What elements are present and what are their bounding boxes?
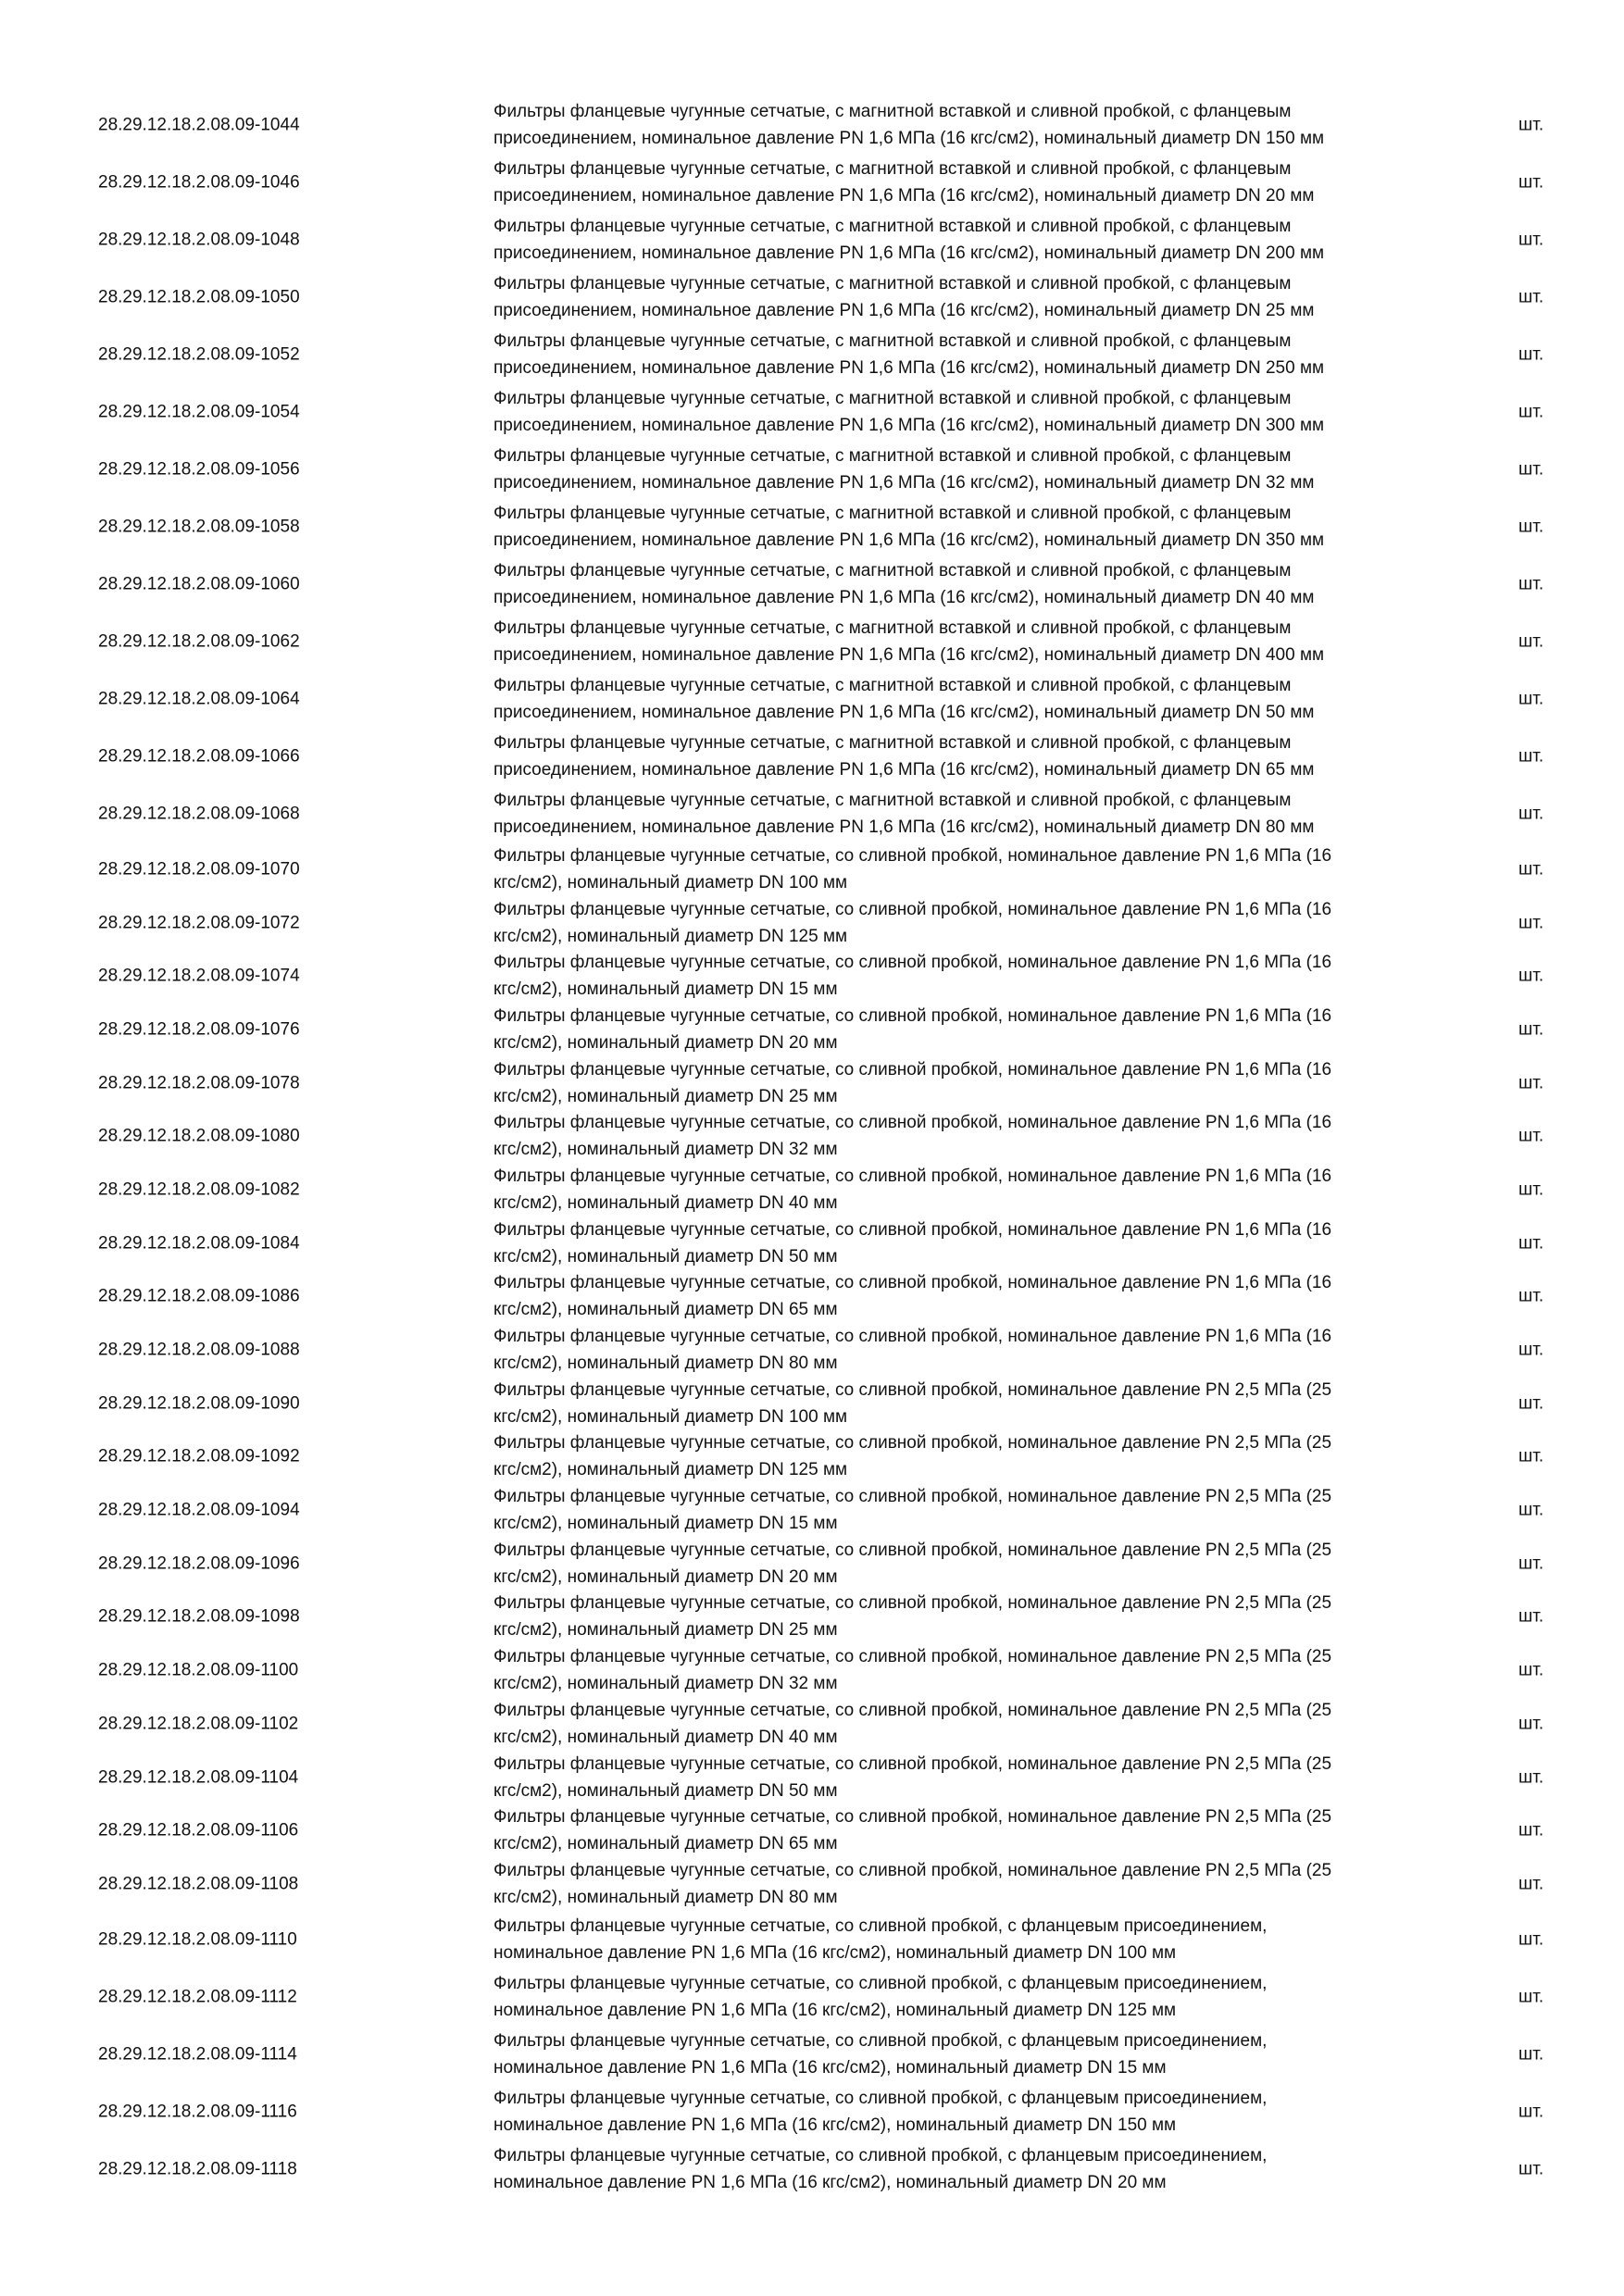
description-line: Фильтры фланцевые чугунные сетчатые, с магнитной вставкой и сливной пробкой, с фланцевым bbox=[493, 331, 1292, 351]
description-line: Фильтры фланцевые чугунные сетчатые, со сливной пробкой, с фланцевым присоединением, bbox=[493, 1915, 1268, 1936]
description-line: Фильтры фланцевые чугунные сетчатые, со сливной пробкой, номинальное давление PN 2,5 МПа (25 bbox=[493, 1593, 1332, 1614]
item-code: 28.29.12.18.2.08.09-1086 bbox=[98, 1286, 300, 1306]
item-code: 28.29.12.18.2.08.09-1076 bbox=[98, 1019, 300, 1040]
item-unit: шт. bbox=[1518, 1660, 1544, 1680]
description-line: номинальное давление PN 1,6 МПа (16 кгс/см2), номинальный диаметр DN 150 мм bbox=[493, 2115, 1177, 2135]
item-description bbox=[493, 672, 1456, 726]
description-line: номинальное давление PN 1,6 МПа (16 кгс/см2), номинальный диаметр DN 20 мм bbox=[493, 2172, 1167, 2192]
description-line: Фильтры фланцевые чугунные сетчатые, с магнитной вставкой и сливной пробкой, с фланцевым bbox=[493, 102, 1292, 121]
item-description bbox=[493, 1483, 1456, 1537]
table-row bbox=[0, 728, 1624, 785]
description-line: присоединением, номинальное давление PN 1,6 МПа (16 кгс/см2), номинальный диаметр DN 400 мм bbox=[493, 645, 1325, 665]
description-line: присоединением, номинальное давление PN 1,6 МПа (16 кгс/см2), номинальный диаметр DN 150 мм bbox=[493, 129, 1325, 148]
item-code: 28.29.12.18.2.08.09-1060 bbox=[98, 574, 300, 594]
item-description bbox=[493, 2028, 1456, 2081]
item-code: 28.29.12.18.2.08.09-1096 bbox=[98, 1554, 300, 1574]
item-description bbox=[493, 896, 1456, 950]
item-description bbox=[493, 1429, 1456, 1483]
description-line: кгс/см2), номинальный диаметр DN 20 мм bbox=[493, 1566, 838, 1587]
description-line: кгс/см2), номинальный диаметр DN 65 мм bbox=[493, 1300, 838, 1320]
item-description bbox=[493, 1643, 1456, 1697]
table-row bbox=[0, 670, 1624, 728]
item-code: 28.29.12.18.2.08.09-1058 bbox=[98, 517, 300, 537]
description-line: Фильтры фланцевые чугунные сетчатые, со сливной пробкой, номинальное давление PN 1,6 МПа (16 bbox=[493, 845, 1332, 866]
item-unit: шт. bbox=[1518, 1019, 1544, 1040]
table-row bbox=[0, 1003, 1624, 1056]
description-line: Фильтры фланцевые чугунные сетчатые, с магнитной вставкой и сливной пробкой, с фланцевым bbox=[493, 446, 1292, 466]
description-line: Фильтры фланцевые чугунные сетчатые, со сливной пробкой, номинальное давление PN 1,6 МПа (16 bbox=[493, 1273, 1332, 1293]
description-line: Фильтры фланцевые чугунные сетчатые, со сливной пробкой, с фланцевым присоединением, bbox=[493, 1973, 1268, 1993]
item-unit: шт. bbox=[1518, 1126, 1544, 1146]
table-row bbox=[0, 211, 1624, 268]
item-description bbox=[493, 500, 1456, 554]
item-code: 28.29.12.18.2.08.09-1048 bbox=[98, 230, 300, 250]
item-description bbox=[493, 1217, 1456, 1270]
item-code: 28.29.12.18.2.08.09-1100 bbox=[98, 1660, 299, 1680]
table-row bbox=[0, 1056, 1624, 1110]
table-row bbox=[0, 1270, 1624, 1324]
description-line: Фильтры фланцевые чугунные сетчатые, с магнитной вставкой и сливной пробкой, с фланцевым bbox=[493, 676, 1292, 695]
item-code: 28.29.12.18.2.08.09-1094 bbox=[98, 1500, 300, 1520]
item-description bbox=[493, 1857, 1456, 1911]
item-unit: шт. bbox=[1518, 746, 1544, 767]
item-code: 28.29.12.18.2.08.09-1082 bbox=[98, 1179, 300, 1200]
item-description bbox=[493, 443, 1456, 496]
description-line: кгс/см2), номинальный диаметр DN 40 мм bbox=[493, 1192, 838, 1213]
table-row bbox=[0, 1163, 1624, 1217]
item-code: 28.29.12.18.2.08.09-1074 bbox=[98, 966, 300, 986]
table-row bbox=[0, 1911, 1624, 1968]
item-code: 28.29.12.18.2.08.09-1068 bbox=[98, 804, 300, 824]
table-row bbox=[0, 154, 1624, 211]
description-line: кгс/см2), номинальный диаметр DN 50 мм bbox=[493, 1246, 838, 1267]
item-unit: шт. bbox=[1518, 115, 1544, 135]
item-code: 28.29.12.18.2.08.09-1084 bbox=[98, 1233, 300, 1254]
item-code: 28.29.12.18.2.08.09-1054 bbox=[98, 402, 300, 422]
item-unit: шт. bbox=[1518, 1500, 1544, 1520]
description-line: Фильтры фланцевые чугунные сетчатые, с магнитной вставкой и сливной пробкой, с фланцевым bbox=[493, 561, 1292, 580]
description-line: присоединением, номинальное давление PN 1,6 МПа (16 кгс/см2), номинальный диаметр DN 20 мм bbox=[493, 186, 1315, 206]
table-row bbox=[0, 1751, 1624, 1804]
item-unit: шт. bbox=[1518, 1393, 1544, 1414]
description-line: номинальное давление PN 1,6 МПа (16 кгс/см2), номинальный диаметр DN 100 мм bbox=[493, 1942, 1177, 1963]
item-unit: шт. bbox=[1518, 1179, 1544, 1200]
table-row bbox=[0, 949, 1624, 1003]
item-code: 28.29.12.18.2.08.09-1102 bbox=[98, 1714, 299, 1734]
item-description bbox=[493, 1109, 1456, 1163]
item-description bbox=[493, 557, 1456, 611]
description-line: Фильтры фланцевые чугунные сетчатые, с магнитной вставкой и сливной пробкой, с фланцевым bbox=[493, 618, 1292, 638]
item-unit: шт. bbox=[1518, 2159, 1544, 2179]
item-description bbox=[493, 1269, 1456, 1323]
description-line: кгс/см2), номинальный диаметр DN 125 мм bbox=[493, 1460, 848, 1480]
item-unit: шт. bbox=[1518, 966, 1544, 986]
description-line: кгс/см2), номинальный диаметр DN 100 мм bbox=[493, 1406, 848, 1427]
table-row bbox=[0, 1591, 1624, 1644]
table-row bbox=[0, 326, 1624, 383]
table-row bbox=[0, 441, 1624, 498]
item-unit: шт. bbox=[1518, 1767, 1544, 1788]
item-description bbox=[493, 1590, 1456, 1643]
item-unit: шт. bbox=[1518, 859, 1544, 880]
description-line: Фильтры фланцевые чугунные сетчатые, со сливной пробкой, номинальное давление PN 1,6 МПа (16 bbox=[493, 1113, 1332, 1133]
item-code: 28.29.12.18.2.08.09-1098 bbox=[98, 1606, 300, 1627]
table-row bbox=[0, 1323, 1624, 1377]
description-line: Фильтры фланцевые чугунные сетчатые, со сливной пробкой, номинальное давление PN 1,6 МПа (16 bbox=[493, 1005, 1332, 1026]
item-unit: шт. bbox=[1518, 1073, 1544, 1093]
description-line: Фильтры фланцевые чугунные сетчатые, со сливной пробкой, номинальное давление PN 2,5 МПа (25 bbox=[493, 1753, 1332, 1774]
description-line: Фильтры фланцевые чугунные сетчатые, со сливной пробкой, с фланцевым присоединением, bbox=[493, 2145, 1268, 2165]
item-unit: шт. bbox=[1518, 517, 1544, 537]
item-unit: шт. bbox=[1518, 459, 1544, 480]
table-row bbox=[0, 96, 1624, 154]
table-row bbox=[0, 842, 1624, 896]
table-row bbox=[0, 2026, 1624, 2083]
item-description bbox=[493, 1913, 1456, 1966]
description-line: Фильтры фланцевые чугунные сетчатые, со сливной пробкой, номинальное давление PN 2,5 МПа (25 bbox=[493, 1807, 1332, 1828]
item-unit: шт. bbox=[1518, 230, 1544, 250]
description-line: Фильтры фланцевые чугунные сетчатые, со сливной пробкой, номинальное давление PN 2,5 МПа (25 bbox=[493, 1540, 1332, 1560]
description-line: кгс/см2), номинальный диаметр DN 15 мм bbox=[493, 980, 838, 1000]
description-line: кгс/см2), номинальный диаметр DN 32 мм bbox=[493, 1674, 838, 1694]
description-line: кгс/см2), номинальный диаметр DN 25 мм bbox=[493, 1086, 838, 1106]
description-line: присоединением, номинальное давление PN 1,6 МПа (16 кгс/см2), номинальный диаметр DN 200 мм bbox=[493, 243, 1325, 263]
item-description bbox=[493, 949, 1456, 1003]
item-unit: шт. bbox=[1518, 689, 1544, 709]
description-line: присоединением, номинальное давление PN 1,6 МПа (16 кгс/см2), номинальный диаметр DN 32 мм bbox=[493, 473, 1315, 493]
description-line: присоединением, номинальное давление PN 1,6 МПа (16 кгс/см2), номинальный диаметр DN 350 мм bbox=[493, 530, 1325, 550]
description-line: Фильтры фланцевые чугунные сетчатые, со сливной пробкой, номинальное давление PN 2,5 МПа (25 bbox=[493, 1700, 1332, 1720]
item-unit: шт. bbox=[1518, 1286, 1544, 1306]
item-code: 28.29.12.18.2.08.09-1056 bbox=[98, 459, 300, 480]
item-code: 28.29.12.18.2.08.09-1104 bbox=[98, 1767, 299, 1788]
table-row bbox=[0, 1803, 1624, 1857]
item-unit: шт. bbox=[1518, 402, 1544, 422]
description-line: присоединением, номинальное давление PN 1,6 МПа (16 кгс/см2), номинальный диаметр DN 250 мм bbox=[493, 358, 1325, 378]
item-description bbox=[493, 1003, 1456, 1056]
table-row bbox=[0, 613, 1624, 670]
item-description bbox=[493, 1537, 1456, 1591]
description-line: Фильтры фланцевые чугунные сетчатые, с магнитной вставкой и сливной пробкой, с фланцевым bbox=[493, 159, 1292, 179]
item-code: 28.29.12.18.2.08.09-1116 bbox=[98, 2102, 297, 2122]
description-line: Фильтры фланцевые чугунные сетчатые, со сливной пробкой, с фланцевым присоединением, bbox=[493, 2088, 1268, 2108]
item-description bbox=[493, 1377, 1456, 1430]
item-description bbox=[493, 1163, 1456, 1217]
table-row bbox=[0, 1537, 1624, 1591]
description-line: кгс/см2), номинальный диаметр DN 125 мм bbox=[493, 926, 848, 946]
table-row bbox=[0, 1643, 1624, 1697]
item-code: 28.29.12.18.2.08.09-1078 bbox=[98, 1073, 300, 1093]
description-line: кгс/см2), номинальный диаметр DN 80 мм bbox=[493, 1354, 838, 1374]
item-code: 28.29.12.18.2.08.09-1080 bbox=[98, 1126, 300, 1146]
item-unit: шт. bbox=[1518, 1874, 1544, 1894]
item-unit: шт. bbox=[1518, 172, 1544, 193]
item-description bbox=[493, 270, 1456, 324]
item-description bbox=[493, 1056, 1456, 1110]
item-unit: шт. bbox=[1518, 1606, 1544, 1627]
item-code: 28.29.12.18.2.08.09-1112 bbox=[98, 1987, 297, 2007]
item-description bbox=[493, 2085, 1456, 2139]
table-row bbox=[0, 896, 1624, 950]
item-code: 28.29.12.18.2.08.09-1114 bbox=[98, 2044, 297, 2065]
item-description bbox=[493, 615, 1456, 668]
table-row bbox=[0, 498, 1624, 555]
table-row bbox=[0, 1483, 1624, 1537]
item-code: 28.29.12.18.2.08.09-1062 bbox=[98, 631, 300, 652]
table-row bbox=[0, 1109, 1624, 1163]
description-line: Фильтры фланцевые чугунные сетчатые, со сливной пробкой, номинальное давление PN 2,5 МПа (25 bbox=[493, 1379, 1332, 1400]
item-description bbox=[493, 1697, 1456, 1751]
item-code: 28.29.12.18.2.08.09-1066 bbox=[98, 746, 300, 767]
description-line: Фильтры фланцевые чугунные сетчатые, с магнитной вставкой и сливной пробкой, с фланцевым bbox=[493, 791, 1292, 810]
description-line: Фильтры фланцевые чугунные сетчатые, со сливной пробкой, номинальное давление PN 2,5 МПа (25 bbox=[493, 1860, 1332, 1880]
description-line: кгс/см2), номинальный диаметр DN 100 мм bbox=[493, 872, 848, 892]
item-unit: шт. bbox=[1518, 1987, 1544, 2007]
description-line: кгс/см2), номинальный диаметр DN 50 мм bbox=[493, 1780, 838, 1801]
description-line: присоединением, номинальное давление PN 1,6 МПа (16 кгс/см2), номинальный диаметр DN 25 мм bbox=[493, 301, 1315, 320]
description-line: кгс/см2), номинальный диаметр DN 25 мм bbox=[493, 1620, 838, 1641]
description-line: присоединением, номинальное давление PN 1,6 МПа (16 кгс/см2), номинальный диаметр DN 80 мм bbox=[493, 817, 1315, 837]
item-unit: шт. bbox=[1518, 631, 1544, 652]
description-line: Фильтры фланцевые чугунные сетчатые, с магнитной вставкой и сливной пробкой, с фланцевым bbox=[493, 504, 1292, 523]
item-description bbox=[493, 385, 1456, 439]
table-row bbox=[0, 2140, 1624, 2198]
item-code: 28.29.12.18.2.08.09-1052 bbox=[98, 344, 300, 365]
item-unit: шт. bbox=[1518, 2044, 1544, 2065]
item-description bbox=[493, 842, 1456, 896]
item-code: 28.29.12.18.2.08.09-1072 bbox=[98, 913, 300, 933]
table-row bbox=[0, 2083, 1624, 2140]
description-line: кгс/см2), номинальный диаметр DN 20 мм bbox=[493, 1032, 838, 1053]
description-line: номинальное давление PN 1,6 МПа (16 кгс/см2), номинальный диаметр DN 15 мм bbox=[493, 2057, 1167, 2078]
item-unit: шт. bbox=[1518, 913, 1544, 933]
item-code: 28.29.12.18.2.08.09-1110 bbox=[98, 1929, 297, 1950]
table-row bbox=[0, 1430, 1624, 1484]
description-line: Фильтры фланцевые чугунные сетчатые, с магнитной вставкой и сливной пробкой, с фланцевым bbox=[493, 389, 1292, 408]
table-row bbox=[0, 1217, 1624, 1270]
description-line: Фильтры фланцевые чугунные сетчатые, со сливной пробкой, номинальное давление PN 1,6 МПа (16 bbox=[493, 1219, 1332, 1240]
table-row bbox=[0, 1968, 1624, 2026]
item-description bbox=[493, 156, 1456, 209]
item-unit: шт. bbox=[1518, 804, 1544, 824]
item-unit: шт. bbox=[1518, 1714, 1544, 1734]
item-code: 28.29.12.18.2.08.09-1106 bbox=[98, 1820, 299, 1841]
item-description bbox=[493, 1751, 1456, 1804]
description-line: присоединением, номинальное давление PN 1,6 МПа (16 кгс/см2), номинальный диаметр DN 40 мм bbox=[493, 588, 1315, 607]
table-row bbox=[0, 785, 1624, 842]
item-unit: шт. bbox=[1518, 1340, 1544, 1360]
item-description bbox=[493, 1970, 1456, 2024]
item-code: 28.29.12.18.2.08.09-1070 bbox=[98, 859, 300, 880]
description-line: Фильтры фланцевые чугунные сетчатые, со сливной пробкой, номинальное давление PN 1,6 МПа (16 bbox=[493, 953, 1332, 973]
item-description bbox=[493, 328, 1456, 381]
catalog-table bbox=[0, 96, 1624, 2198]
description-line: Фильтры фланцевые чугунные сетчатые, со сливной пробкой, с фланцевым присоединением, bbox=[493, 2030, 1268, 2051]
item-unit: шт. bbox=[1518, 2102, 1544, 2122]
description-line: кгс/см2), номинальный диаметр DN 65 мм bbox=[493, 1834, 838, 1854]
item-unit: шт. bbox=[1518, 1554, 1544, 1574]
description-line: номинальное давление PN 1,6 МПа (16 кгс/см2), номинальный диаметр DN 125 мм bbox=[493, 2000, 1177, 2020]
table-row bbox=[0, 268, 1624, 326]
item-code: 28.29.12.18.2.08.09-1118 bbox=[98, 2159, 297, 2179]
description-line: присоединением, номинальное давление PN 1,6 МПа (16 кгс/см2), номинальный диаметр DN 50 мм bbox=[493, 703, 1315, 722]
table-row bbox=[0, 1697, 1624, 1751]
description-line: Фильтры фланцевые чугунные сетчатые, с магнитной вставкой и сливной пробкой, с фланцевым bbox=[493, 274, 1292, 293]
description-line: кгс/см2), номинальный диаметр DN 32 мм bbox=[493, 1140, 838, 1160]
table-row bbox=[0, 555, 1624, 613]
item-unit: шт. bbox=[1518, 287, 1544, 307]
item-unit: шт. bbox=[1518, 574, 1544, 594]
item-description bbox=[493, 730, 1456, 783]
description-line: Фильтры фланцевые чугунные сетчатые, со сливной пробкой, номинальное давление PN 1,6 МПа (16 bbox=[493, 1166, 1332, 1186]
table-row bbox=[0, 1377, 1624, 1430]
description-line: Фильтры фланцевые чугунные сетчатые, со сливной пробкой, номинальное давление PN 2,5 МПа (25 bbox=[493, 1487, 1332, 1507]
item-code: 28.29.12.18.2.08.09-1064 bbox=[98, 689, 300, 709]
item-code: 28.29.12.18.2.08.09-1108 bbox=[98, 1874, 299, 1894]
description-line: Фильтры фланцевые чугунные сетчатые, со сливной пробкой, номинальное давление PN 1,6 МПа (16 bbox=[493, 899, 1332, 919]
item-description bbox=[493, 2142, 1456, 2196]
description-line: Фильтры фланцевые чугунные сетчатые, со сливной пробкой, номинальное давление PN 1,6 МПа (16 bbox=[493, 1327, 1332, 1347]
item-unit: шт. bbox=[1518, 1929, 1544, 1950]
description-line: кгс/см2), номинальный диаметр DN 15 мм bbox=[493, 1514, 838, 1534]
item-unit: шт. bbox=[1518, 1446, 1544, 1466]
item-code: 28.29.12.18.2.08.09-1090 bbox=[98, 1393, 300, 1414]
description-line: Фильтры фланцевые чугунные сетчатые, со сливной пробкой, номинальное давление PN 2,5 МПа (25 bbox=[493, 1433, 1332, 1454]
item-description bbox=[493, 98, 1456, 152]
item-unit: шт. bbox=[1518, 1820, 1544, 1841]
description-line: Фильтры фланцевые чугунные сетчатые, со сливной пробкой, номинальное давление PN 2,5 МПа (25 bbox=[493, 1647, 1332, 1667]
description-line: присоединением, номинальное давление PN 1,6 МПа (16 кгс/см2), номинальный диаметр DN 300 мм bbox=[493, 416, 1325, 435]
description-line: Фильтры фланцевые чугунные сетчатые, со сливной пробкой, номинальное давление PN 1,6 МПа (16 bbox=[493, 1059, 1332, 1079]
description-line: присоединением, номинальное давление PN 1,6 МПа (16 кгс/см2), номинальный диаметр DN 65 мм bbox=[493, 760, 1315, 780]
item-description bbox=[493, 1803, 1456, 1857]
item-unit: шт. bbox=[1518, 1233, 1544, 1254]
description-line: Фильтры фланцевые чугунные сетчатые, с магнитной вставкой и сливной пробкой, с фланцевым bbox=[493, 217, 1292, 236]
table-row bbox=[0, 383, 1624, 441]
item-description bbox=[493, 213, 1456, 267]
description-line: Фильтры фланцевые чугунные сетчатые, с магнитной вставкой и сливной пробкой, с фланцевым bbox=[493, 733, 1292, 753]
item-code: 28.29.12.18.2.08.09-1044 bbox=[98, 115, 300, 135]
description-line: кгс/см2), номинальный диаметр DN 80 мм bbox=[493, 1887, 838, 1907]
item-unit: шт. bbox=[1518, 344, 1544, 365]
table-row bbox=[0, 1857, 1624, 1911]
description-line: кгс/см2), номинальный диаметр DN 40 мм bbox=[493, 1727, 838, 1747]
item-code: 28.29.12.18.2.08.09-1046 bbox=[98, 172, 300, 193]
item-code: 28.29.12.18.2.08.09-1092 bbox=[98, 1446, 300, 1466]
item-code: 28.29.12.18.2.08.09-1088 bbox=[98, 1340, 300, 1360]
item-code: 28.29.12.18.2.08.09-1050 bbox=[98, 287, 300, 307]
item-description bbox=[493, 787, 1456, 841]
item-description bbox=[493, 1323, 1456, 1377]
